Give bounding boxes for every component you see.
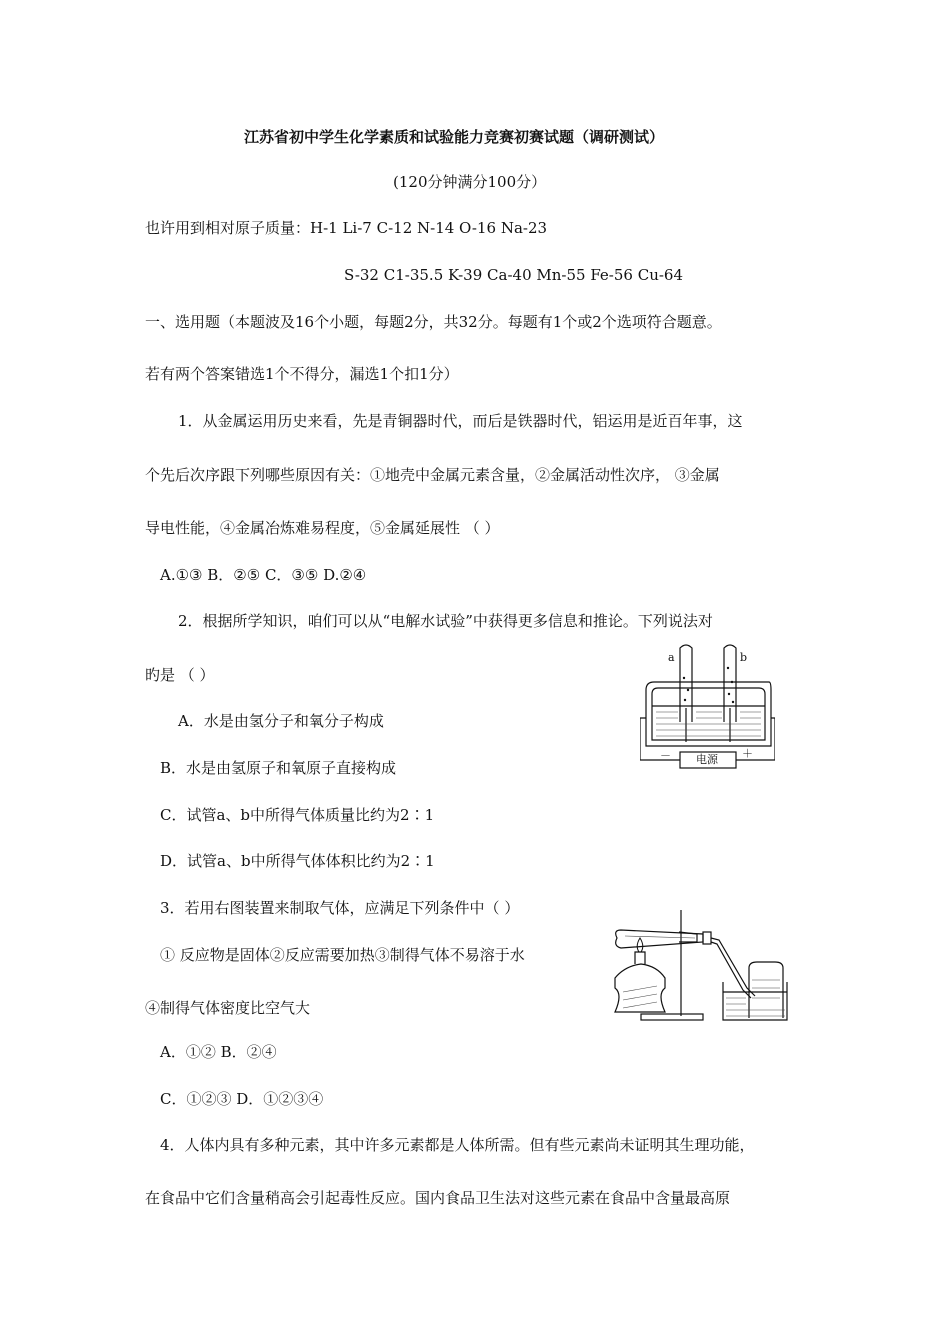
page-subtitle: (120分钟满分100分） xyxy=(393,173,547,191)
question-1-options: A.①③ B．②⑤ C．③⑤ D.②④ xyxy=(160,566,367,584)
question-3-line1: 3．若用右图装置来制取气体，应满足下列条件中（ ） xyxy=(160,899,520,917)
question-4-line1: 4．人体内具有多种元素，其中许多元素都是人体所需。但有些元素尚未证明其生理功能， xyxy=(160,1136,755,1154)
electrolysis-figure xyxy=(640,638,775,776)
atomic-masses-line2: S-32 C1-35.5 K-39 Ca-40 Mn-55 Fe-56 Cu-64 xyxy=(344,266,684,284)
question-3-line3: ④制得气体密度比空气大 xyxy=(145,999,311,1017)
page-title: 江苏省初中学生化学素质和试验能力竞赛初赛试题（调研测试） xyxy=(244,128,665,146)
tube-b-label: b xyxy=(740,651,748,664)
question-3-line2: ① 反应物是固体②反应需要加热③制得气体不易溶于水 xyxy=(160,946,525,964)
question-3-options-cd: C．①②③ D．①②③④ xyxy=(160,1090,324,1108)
question-2-option-a: A．水是由氢分子和氧分子构成 xyxy=(178,712,384,730)
question-2-option-b: B．水是由氢原子和氧原子直接构成 xyxy=(160,759,397,777)
question-1-line3: 导电性能，④金属冶炼难易程度，⑤金属延展性 （ ） xyxy=(145,519,500,537)
question-1-line2: 个先后次序跟下列哪些原因有关：①地壳中金属元素含量，②金属活动性次序， ③金属 xyxy=(145,466,720,484)
question-2-option-c: C．试管a、b中所得气体质量比约为2∶1 xyxy=(160,806,435,824)
section-heading: 一、选用题（本题波及16个小题，每题2分，共32分。每题有1个或2个选项符合题意。 xyxy=(145,313,722,331)
section-instructions: 若有两个答案错选1个不得分，漏选1个扣1分） xyxy=(145,365,459,383)
gas-apparatus-figure xyxy=(605,908,790,1026)
power-source-label: 电源 xyxy=(696,753,718,766)
tube-a-label: a xyxy=(668,651,675,664)
question-2-option-d: D．试管a、b中所得气体体积比约为2∶1 xyxy=(160,852,435,870)
question-3-options-ab: A．①② B．②④ xyxy=(160,1043,277,1061)
question-2-line1: 2．根据所学知识，咱们可以从“电解水试验”中获得更多信息和推论。下列说法对 xyxy=(178,612,713,630)
question-1-line1: 1．从金属运用历史来看，先是青铜器时代，而后是铁器时代，铝运用是近百年事，这 xyxy=(178,412,743,430)
negative-terminal-label: － xyxy=(660,749,671,762)
question-2-line2: 旳是 （ ） xyxy=(145,666,215,684)
atomic-masses-line1: 也许用到相对原子质量：H-1 Li-7 C-12 N-14 O-16 Na-23 xyxy=(145,219,548,237)
positive-terminal-label: ＋ xyxy=(742,747,753,760)
question-4-line2: 在食品中它们含量稍高会引起毒性反应。国内食品卫生法对这些元素在食品中含量最高原 xyxy=(145,1189,731,1207)
